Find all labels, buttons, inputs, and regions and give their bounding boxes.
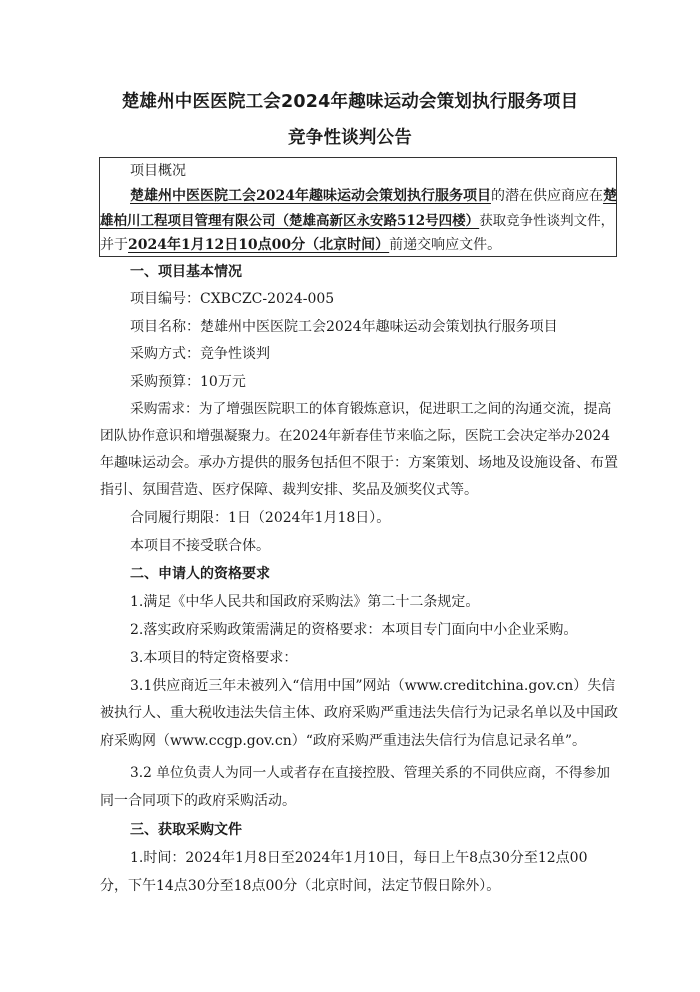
overview-text: 获取竞争性谈判文件， — [479, 213, 615, 229]
section-3-heading: 三、获取采购文件 — [130, 822, 242, 838]
overview-text: 前递交响应文件。 — [389, 237, 502, 253]
overview-project-name: 楚雄州中医医院工会2024年趣味运动会策划执行服务项目 — [130, 188, 491, 204]
qualification-3-1-line-2: 被执行人、重大税收违法失信主体、政府采购严重违法失信行为记录名单以及中国政 — [100, 705, 618, 721]
project-name: 项目名称：楚雄州中医医院工会2024年趣味运动会策划执行服务项目 — [130, 319, 558, 335]
no-consortium: 本项目不接受联合体。 — [130, 538, 270, 554]
contract-period: 合同履行期限：1日（2024年1月18日）。 — [130, 510, 391, 526]
qualification-2: 2.落实政府采购政策需满足的资格要求：本项目专门面向中小企业采购。 — [130, 622, 578, 638]
acquisition-time-line-1: 1.时间：2024年1月8日至2024年1月10日，每日上午8点30分至12点00 — [130, 850, 588, 866]
overview-line-2 — [100, 212, 614, 230]
overview-text: 并于 — [100, 237, 128, 253]
overview-heading: 项目概况 — [130, 163, 186, 179]
qualification-3-2-line-2: 同一合同项下的政府采购活动。 — [100, 793, 296, 809]
procurement-budget: 采购预算：10万元 — [130, 374, 246, 390]
overview-agency: 雄柏川工程项目管理有限公司（楚雄高新区永安路512号四楼） — [100, 213, 480, 229]
overview-line-3 — [100, 236, 501, 254]
overview-deadline: 2024年1月12日10点00分（北京时间） — [128, 237, 390, 253]
procurement-method: 采购方式：竞争性谈判 — [130, 346, 270, 362]
qualification-3: 3.本项目的特定资格要求： — [130, 650, 298, 666]
qualification-1: 1.满足《中华人民共和国政府采购法》第二十二条规定。 — [130, 594, 480, 610]
title-line-2: 竞争性谈判公告 — [288, 128, 412, 148]
project-number: 项目编号：CXBCZC-2024-005 — [130, 291, 335, 307]
requirement-line-4: 指引、氛围营造、医疗保障、裁判安排、奖品及颁奖仪式等。 — [100, 482, 478, 498]
qualification-3-1-line-3: 府采购网（www.ccgp.gov.cn）“政府采购严重违法失信行为信息记录名单”。 — [100, 733, 587, 749]
requirement-line-3: 年趣味运动会。承办方提供的服务包括但不限于：方案策划、场地及设施设备、布置 — [100, 455, 618, 471]
section-1-heading: 一、项目基本情况 — [130, 264, 242, 280]
requirement-line-2: 团队协作意识和增强凝聚力。在2024年新春佳节来临之际，医院工会决定举办2024 — [100, 428, 610, 444]
overview-line-1 — [130, 187, 617, 205]
section-2-heading: 二、申请人的资格要求 — [130, 566, 270, 582]
title-line-1: 楚雄州中医医院工会2024年趣味运动会策划执行服务项目 — [121, 92, 579, 112]
requirement-line-1: 采购需求：为了增强医院职工的体育锻炼意识，促进职工之间的沟通交流，提高 — [130, 401, 612, 417]
overview-agency-start: 楚 — [602, 188, 617, 204]
acquisition-time-line-2: 分，下午14点30分至18点00分（北京时间，法定节假日除外）。 — [100, 878, 501, 894]
overview-text: 的潜在供应商应在 — [490, 188, 603, 204]
qualification-3-1-line-1: 3.1供应商近三年未被列入“信用中国”网站（www.creditchina.gov.cn）失信 — [130, 678, 616, 694]
qualification-3-2-line-1: 3.2 单位负责人为同一人或者存在直接控股、管理关系的不同供应商，不得参加 — [130, 765, 610, 781]
